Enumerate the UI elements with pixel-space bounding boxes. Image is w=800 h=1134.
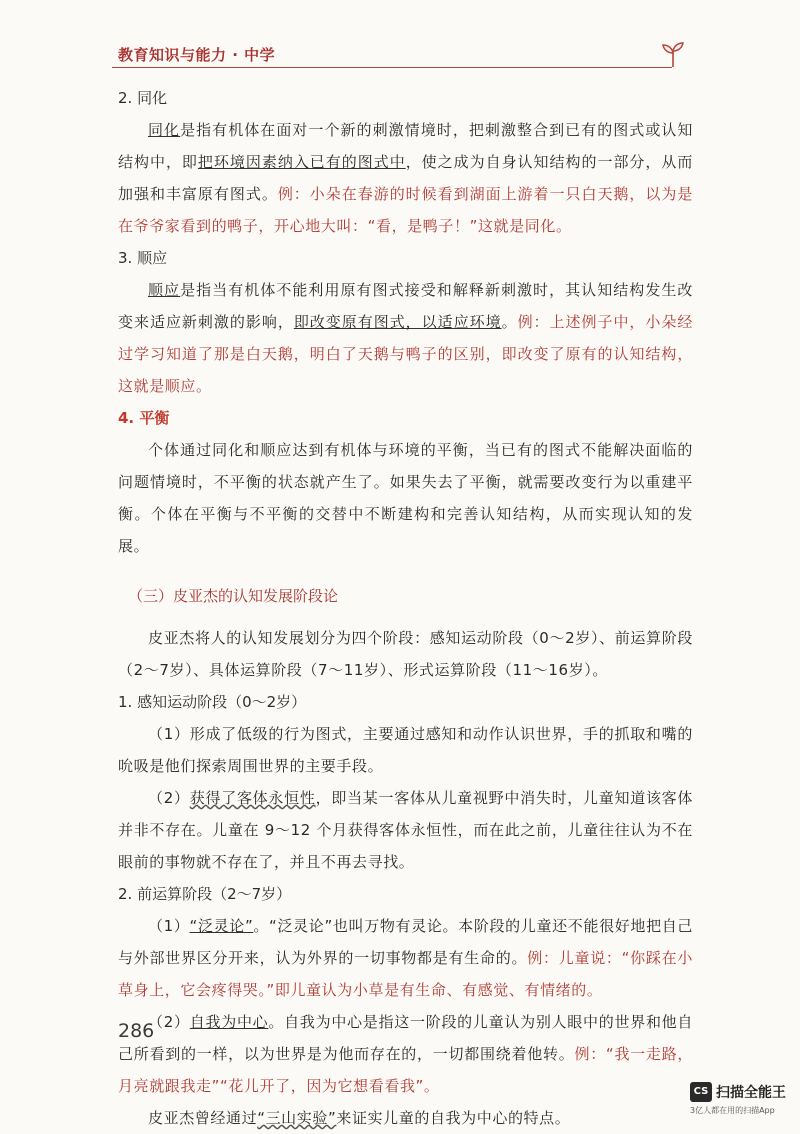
camscanner-logo-icon: CS: [690, 1082, 712, 1102]
preoperational-point-2: （2）自我为中心。自我为中心是指这一阶段的儿童认为别人眼中的世界和他自己所看到的一样，以为世界是为他而存在的，一切都围绕着他转。例：“我一走路，月亮就跟我走”“花儿开了，因为它想看看我”。: [118, 1013, 694, 1095]
heading-accommodation: 3. 顺应: [118, 249, 168, 267]
assimilation-example: 例：小朵在春游的时候看到湖面上游着一只白天鹅，以为是在爷爷家看到的鸭子，开心地大叫：“看，是鸭子！”这就是同化。: [118, 185, 693, 235]
scanner-brand: 扫描全能王: [716, 1085, 786, 1101]
assimilation-key-phrase: 把环境因素纳入已有的图式中: [197, 153, 406, 171]
section-title: （三）皮亚杰的认知发展阶段论: [128, 587, 339, 605]
term-accommodation: 顺应: [148, 281, 181, 299]
scanner-tagline: 3亿人都在用的扫描App: [690, 1106, 775, 1115]
accommodation-example: 例：上述例子中，小朵经过学习知道了那是白天鹅，明白了天鹅与鸭子的区别，即改变了原有的认知结构，这就是顺应。: [118, 313, 693, 395]
term-object-permanence: 获得了客体永恒性: [189, 789, 316, 807]
page-number: 286: [118, 1020, 155, 1042]
assimilation-paragraph: 同化是指有机体在面对一个新的刺激情境时，把刺激整合到已有的图式或认知结构中，即把环境因素纳入已有的图式中，使之成为自身认知结构的一部分，从而加强和丰富原有图式。例：小朵在春游的时候看到湖面上游着一只白天鹅，以为是在爷爷家看到的鸭子，开心地大叫：“看，是鸭子！”这就是同化。: [118, 121, 694, 235]
animism-example: 例：儿童说：“你踩在小草身上，它会疼得哭。”即儿童认为小草是有生命、有感觉、有情绪的。: [118, 949, 693, 999]
term-animism: “泛灵论”: [189, 917, 254, 935]
term-assimilation: 同化: [148, 121, 181, 139]
header-rule: [112, 67, 672, 68]
egocentrism-example: 例：“我一走路，月亮就跟我走”“花儿开了，因为它想看看我”。: [118, 1045, 694, 1095]
page-body: [118, 82, 693, 1134]
heading-sensorimotor: 1. 感知运动阶段（0～2岁）: [118, 693, 307, 711]
term-three-mountain: “三山实验”: [257, 1109, 337, 1127]
heading-equilibrium: 4. 平衡: [118, 409, 170, 427]
scanner-watermark: [690, 1080, 790, 1120]
sprout-icon: [660, 40, 686, 68]
accommodation-key-phrase: 即改变原有图式，以适应环境: [293, 313, 502, 331]
section-intro: 皮亚杰将人的认知发展划分为四个阶段：感知运动阶段（0～2岁）、前运算阶段（2～7岁）、具体运算阶段（7～11岁）、形式运算阶段（11～16岁）。: [118, 629, 693, 679]
sensorimotor-point-2: （2）获得了客体永恒性，即当某一客体从儿童视野中消失时，儿童知道该客体并非不存在。儿童在 9～12 个月获得客体永恒性，而在此之前，儿童往往认为不在眼前的事物就不存在了，并且不再去寻找。: [118, 789, 694, 871]
accommodation-paragraph: 顺应是指当有机体不能利用原有图式接受和解释新刺激时，其认知结构发生改变来适应新刺激的影响，即改变原有图式，以适应环境。例：上述例子中，小朵经过学习知道了那是白天鹅，明白了天鹅与鸭子的区别，即改变了原有的认知结构，这就是顺应。: [118, 281, 694, 395]
header-title: 教育知识与能力 · 中学: [118, 46, 276, 64]
sensorimotor-point-1: （1）形成了低级的行为图式，主要通过感知和动作认识世界，手的抓取和嘴的吮吸是他们探索周围世界的主要手段。: [118, 725, 693, 775]
preoperational-point-1: （1）“泛灵论”。“泛灵论”也叫万物有灵论。本阶段的儿童还不能很好地把自己与外部世界区分开来，认为外界的一切事物都是有生命的。例：儿童说：“你踩在小草身上，它会疼得哭。”即儿童认为小草是有生命、有感觉、有情绪的。: [118, 917, 694, 999]
heading-assimilation: 2. 同化: [118, 89, 168, 107]
heading-preoperational: 2. 前运算阶段（2～7岁）: [118, 885, 292, 903]
three-mountain-line: 皮亚杰曾经通过“三山实验”来证实儿童的自我为中心的特点。: [148, 1109, 571, 1127]
equilibrium-paragraph: 个体通过同化和顺应达到有机体与环境的平衡，当已有的图式不能解决面临的问题情境时，不平衡的状态就产生了。如果失去了平衡，就需要改变行为以重建平衡。个体在平衡与不平衡的交替中不断建构和完善认知结构，从而实现认知的发展。: [118, 441, 693, 555]
term-egocentrism: 自我为中心: [189, 1013, 269, 1031]
running-header: [112, 38, 712, 68]
